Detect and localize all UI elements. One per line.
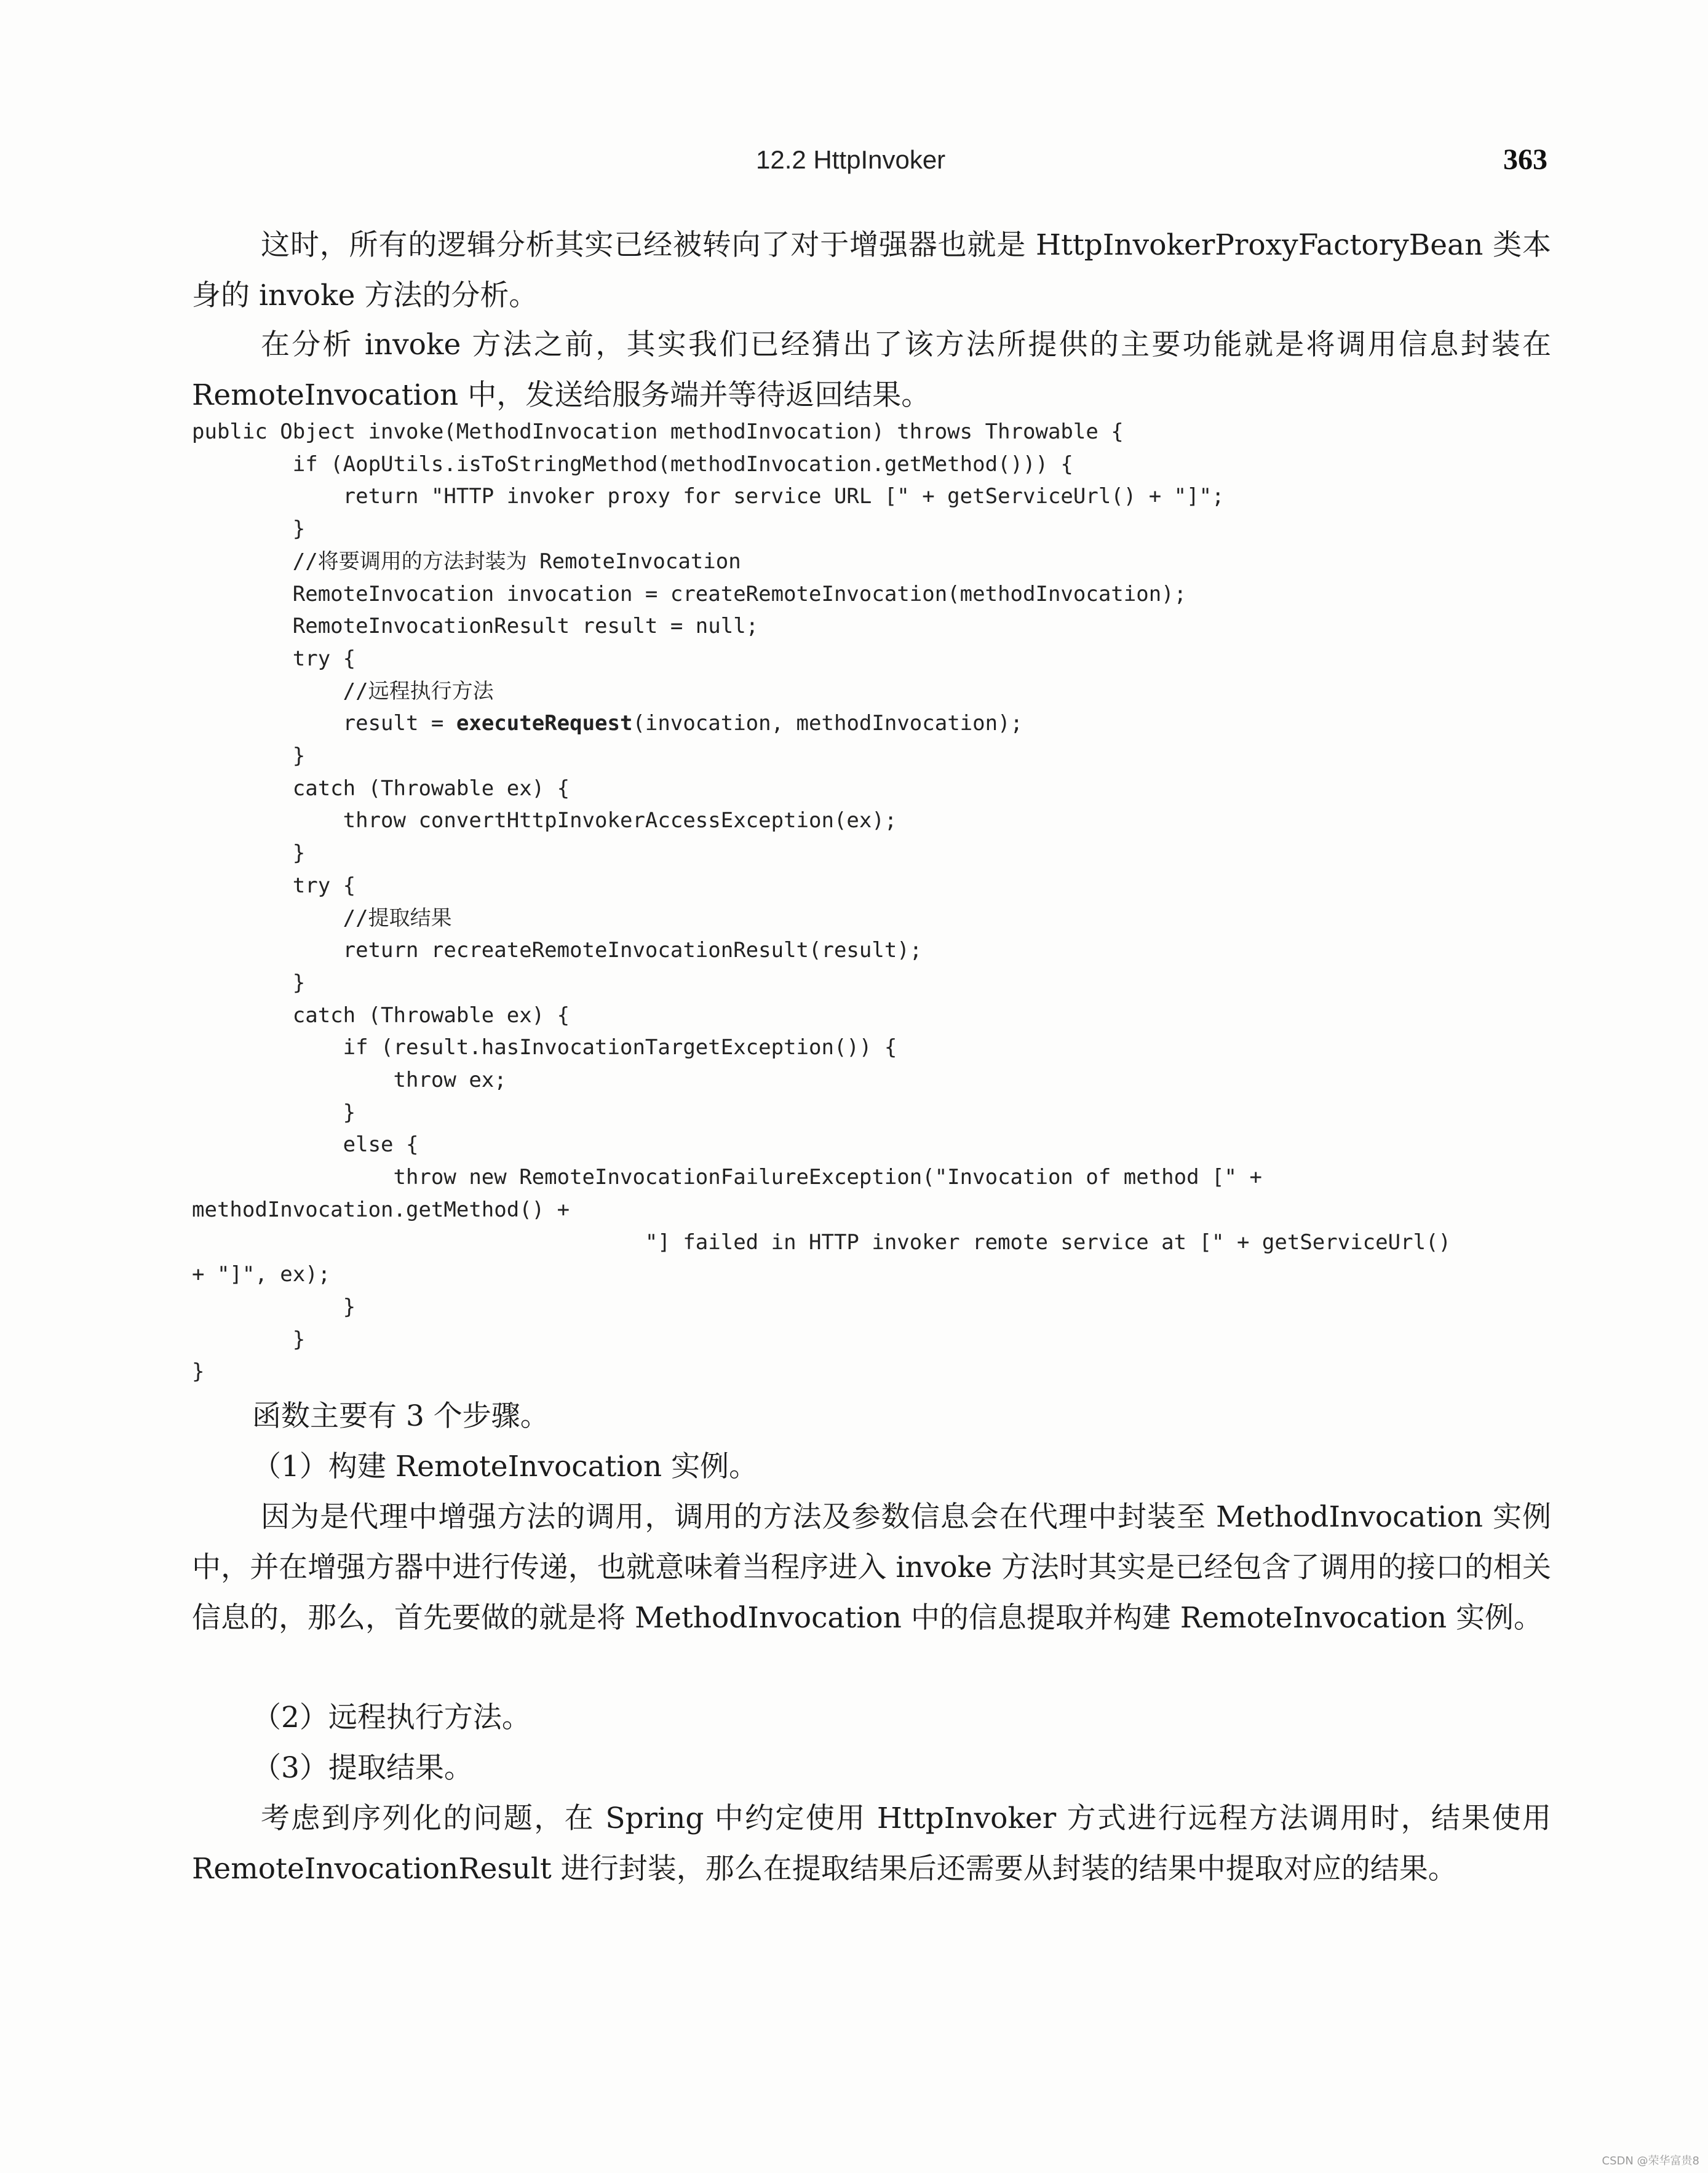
intro-paragraph-1: 这时，所有的逻辑分析其实已经被转向了对于增强器也就是 HttpInvokerProxyFactoryBean 类本身的 invoke 方法的分析。 <box>192 228 1551 312</box>
code-segment: result = <box>192 711 456 736</box>
closing-paragraph: 考虑到序列化的问题，在 Spring 中约定使用 HttpInvoker 方式进行远程方法调用时，结果使用 RemoteInvocationResult 进行封装，那么在提取结果后还需要从封装的结果中提取对应的结果。 <box>192 1802 1551 1886</box>
page-number: 363 <box>1503 143 1547 176</box>
step-1-heading: （1）构建 RemoteInvocation 实例。 <box>252 1450 758 1484</box>
code-line: } <box>192 1327 306 1352</box>
step-2-heading: （2）远程执行方法。 <box>252 1701 531 1734</box>
code-line: } <box>192 1100 356 1125</box>
code-line: return "HTTP invoker proxy for service URL [" + getServiceUrl() + "]"; <box>192 484 1225 509</box>
code-block <box>192 416 1557 1388</box>
code-line: if (AopUtils.isToStringMethod(methodInvocation.getMethod())) { <box>192 451 1073 477</box>
intro-paragraph-2: 在分析 invoke 方法之前，其实我们已经猜出了该方法所提供的主要功能就是将调用信息封装在 RemoteInvocation 中，发送给服务端并等待返回结果。 <box>192 328 1551 412</box>
code-line: } <box>192 970 306 995</box>
code-line: methodInvocation.getMethod() + <box>192 1197 570 1222</box>
step-3-heading: （3）提取结果。 <box>252 1751 473 1785</box>
code-line: } <box>192 744 306 769</box>
code-line: return recreateRemoteInvocationResult(result); <box>192 938 923 963</box>
code-line: RemoteInvocationResult result = null; <box>192 614 759 639</box>
code-line <box>192 707 1557 740</box>
csdn-watermark: CSDN @荣华富贵8 <box>1602 2155 1699 2167</box>
code-line: + "]", ex); <box>192 1262 331 1287</box>
code-comment: //将要调用的方法封装为 RemoteInvocation <box>192 549 741 574</box>
code-line: } <box>192 1359 205 1384</box>
code-line: } <box>192 517 306 542</box>
code-line: throw ex; <box>192 1068 507 1093</box>
code-line: try { <box>192 646 356 671</box>
code-line: public Object invoke(MethodInvocation methodInvocation) throws Throwable { <box>192 419 1124 444</box>
code-line: "] failed in HTTP invoker remote service at [" + getServiceUrl() <box>192 1230 1451 1255</box>
steps-intro: 函数主要有 3 个步骤。 <box>252 1399 549 1433</box>
step-1-description: 因为是代理中增强方法的调用，调用的方法及参数信息会在代理中封装至 MethodInvocation 实例中，并在增强方器中进行传递，也就意味着当程序进入 invoke 方法时其实是已经包含了调用的接口的相关信息的，那么，首先要做的就是将 MethodInvocation 中的信息提取并构建 RemoteInvocation 实例。 <box>192 1500 1551 1635</box>
code-comment: //提取结果 <box>192 905 452 931</box>
code-line: try { <box>192 873 356 898</box>
code-line: } <box>192 1294 356 1319</box>
code-line: catch (Throwable ex) { <box>192 776 570 801</box>
code-line: else { <box>192 1132 419 1158</box>
code-line: catch (Throwable ex) { <box>192 1003 570 1028</box>
running-header: 12.2 HttpInvoker <box>756 145 946 174</box>
code-comment: //远程执行方法 <box>192 678 494 704</box>
code-segment: (invocation, methodInvocation); <box>632 711 1023 736</box>
code-line: RemoteInvocation invocation = createRemoteInvocation(methodInvocation); <box>192 581 1187 606</box>
code-line: throw convertHttpInvokerAccessException(ex); <box>192 808 897 833</box>
code-line: if (result.hasInvocationTargetException()) { <box>192 1035 897 1060</box>
code-bold-method: executeRequest <box>456 711 633 736</box>
code-line: } <box>192 841 306 866</box>
code-line: throw new RemoteInvocationFailureException("Invocation of method [" + <box>192 1165 1262 1190</box>
